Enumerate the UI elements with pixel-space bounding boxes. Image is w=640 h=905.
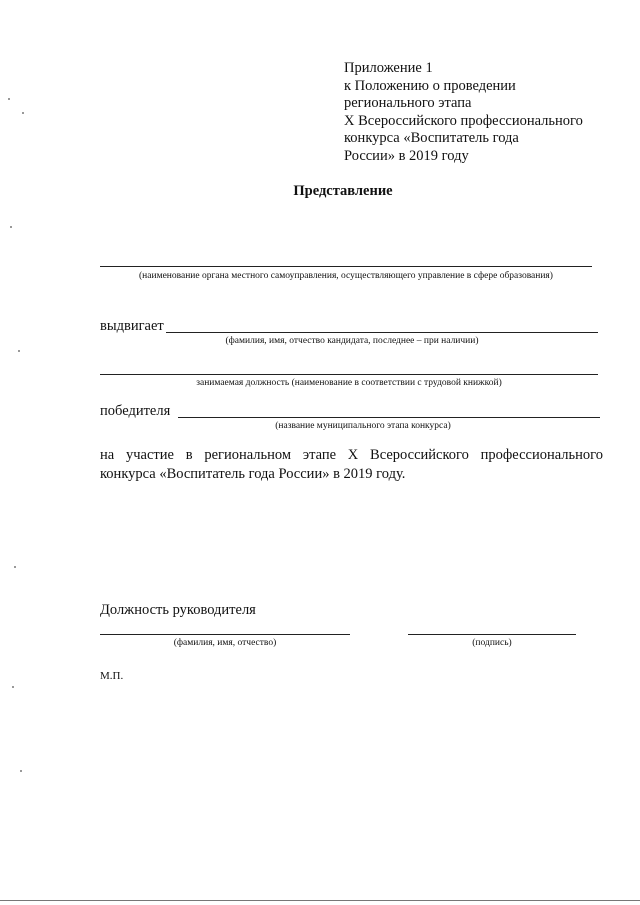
- scan-edge-line: [0, 900, 640, 901]
- scan-speck: [22, 112, 24, 114]
- winner-label: победителя: [100, 403, 171, 419]
- scan-speck: [12, 686, 14, 688]
- stage-caption: (название муниципального этапа конкурса): [275, 421, 451, 431]
- appendix-line-1: Приложение 1: [344, 60, 433, 76]
- appendix-line-3: регионального этапа: [344, 95, 472, 111]
- seal-mark: М.П.: [100, 670, 124, 682]
- body-paragraph: на участие в региональном этапе X Всероссийского профессионального конкурса «Воспитатель года России» в 2019 году.: [100, 447, 603, 482]
- head-position-label: Должность руководителя: [100, 602, 256, 618]
- appendix-line-2: к Положению о проведении: [344, 77, 516, 94]
- scan-speck: [10, 226, 12, 228]
- head-name-field-line[interactable]: [100, 634, 350, 635]
- appendix-line-4: X Всероссийского профессионального: [344, 112, 583, 129]
- candidate-field-line[interactable]: [166, 332, 598, 333]
- position-field-line[interactable]: [100, 374, 598, 375]
- nominates-label: выдвигает: [100, 318, 164, 334]
- head-name-caption: (фамилия, имя, отчество): [173, 638, 277, 648]
- appendix-block: [344, 60, 634, 165]
- scan-speck: [14, 566, 16, 568]
- signature-caption: (подпись): [472, 638, 512, 648]
- appendix-line-6: России» в 2019 году: [344, 147, 469, 164]
- position-caption: занимаемая должность (наименование в соответствии с трудовой книжкой): [196, 378, 502, 388]
- document-title: Представление: [293, 183, 393, 199]
- authority-field-line[interactable]: [100, 266, 592, 267]
- stage-field-line[interactable]: [178, 417, 600, 418]
- scan-speck: [8, 98, 10, 100]
- candidate-caption: (фамилия, имя, отчество кандидата, последнее – при наличии): [225, 336, 479, 346]
- signature-field-line[interactable]: [408, 634, 576, 635]
- authority-caption: (наименование органа местного самоуправления, осуществляющего управление в сфере образования): [139, 271, 553, 281]
- scan-speck: [20, 770, 22, 772]
- scan-speck: [18, 350, 20, 352]
- appendix-line-5: конкурса «Воспитатель года: [344, 130, 519, 146]
